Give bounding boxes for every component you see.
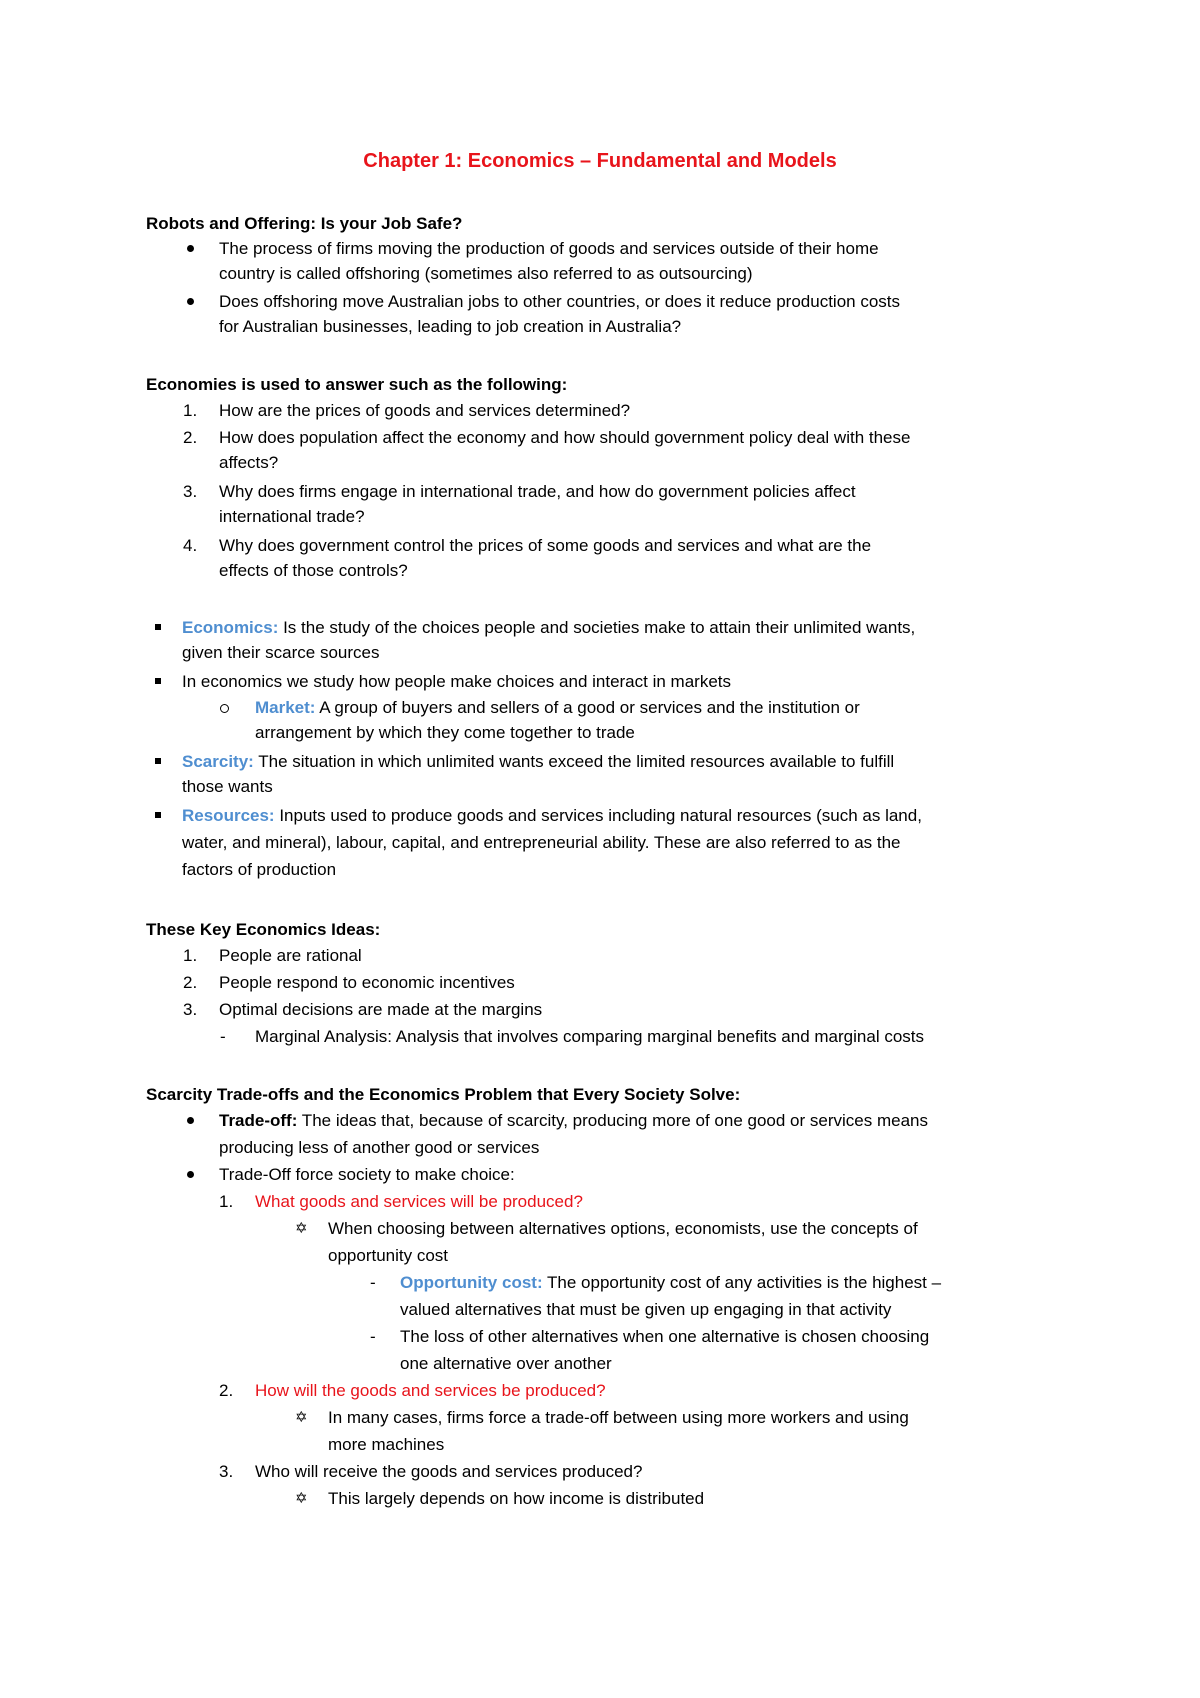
tradeoff-definition-line1: Trade-off: The ideas that, because of scarcity, producing more of one good or services means xyxy=(219,1111,928,1130)
list-number: 3. xyxy=(183,482,198,501)
question-population-line2: affects? xyxy=(219,453,279,472)
list-number: 3. xyxy=(219,1462,234,1481)
idea-margins: Optimal decisions are made at the margins xyxy=(219,1000,543,1019)
square-bullet xyxy=(155,812,161,818)
bullet-dot xyxy=(187,1117,194,1124)
question-who-receives: Who will receive the goods and services produced? xyxy=(255,1462,643,1481)
question-population-line1: How does population affect the economy and how should government policy deal with these xyxy=(219,428,911,447)
section-heading-key-ideas: These Key Economics Ideas: xyxy=(146,920,381,939)
opportunity-cost-definition-line1: Opportunity cost: The opportunity cost of any activities is the highest – xyxy=(400,1273,942,1292)
question-prices: How are the prices of goods and services determined? xyxy=(219,401,631,420)
list-number: 1. xyxy=(219,1192,234,1211)
question-what-produced: What goods and services will be produced? xyxy=(255,1192,583,1211)
economics-definition-line2: given their scarce sources xyxy=(182,643,380,662)
list-number: 2. xyxy=(183,973,198,992)
bullet-dot xyxy=(187,1171,194,1178)
workers-machines-line1: In many cases, firms force a trade-off between using more workers and using xyxy=(328,1408,909,1427)
tradeoff-definition-line2: producing less of another good or services xyxy=(219,1138,540,1157)
star-of-david-icon: ✡ xyxy=(295,1220,308,1237)
idea-incentives: People respond to economic incentives xyxy=(219,973,515,992)
resources-definition-line1: Resources: Inputs used to produce goods and services including natural resources (such as land, xyxy=(182,806,922,825)
dash-bullet: - xyxy=(220,1027,226,1046)
idea-rational: People are rational xyxy=(219,946,362,965)
section-heading-robots: Robots and Offering: Is your Job Safe? xyxy=(146,214,463,233)
tradeoff-choice: Trade-Off force society to make choice: xyxy=(219,1165,515,1184)
opportunity-cost-definition-line2: valued alternatives that must be given up engaging in that activity xyxy=(400,1300,892,1319)
square-bullet xyxy=(155,678,161,684)
list-number: 2. xyxy=(183,428,198,447)
income-distribution: This largely depends on how income is distributed xyxy=(328,1489,705,1508)
offshoring-definition-line2: country is called offshoring (sometimes also referred to as outsourcing) xyxy=(219,264,753,283)
question-controls-line2: effects of those controls? xyxy=(219,561,408,580)
question-how-produced: How will the goods and services be produced? xyxy=(255,1381,606,1400)
market-definition-line2: arrangement by which they come together to trade xyxy=(255,723,635,742)
term-market: Market: xyxy=(255,698,316,717)
market-definition-line1: Market: A group of buyers and sellers of a good or services and the institution or xyxy=(255,698,860,717)
resources-definition-line3: factors of production xyxy=(182,860,337,879)
offshoring-question-line2: for Australian businesses, leading to job creation in Australia? xyxy=(219,317,682,336)
square-bullet xyxy=(155,624,161,630)
section-heading-scarcity-tradeoffs: Scarcity Trade-offs and the Economics Problem that Every Society Solve: xyxy=(146,1085,741,1104)
loss-alternatives-line1: The loss of other alternatives when one alternative is chosen choosing xyxy=(400,1327,930,1346)
section-heading-economies: Economies is used to answer such as the following: xyxy=(146,375,568,394)
question-controls-line1: Why does government control the prices of some goods and services and what are the xyxy=(219,536,872,555)
resources-definition-line2: water, and mineral), labour, capital, and entrepreneurial ability. These are also referred to as the xyxy=(182,833,901,852)
star-of-david-icon: ✡ xyxy=(295,1409,308,1426)
bullet-dot xyxy=(187,298,194,305)
question-trade-line1: Why does firms engage in international trade, and how do government policies affect xyxy=(219,482,856,501)
scarcity-definition-line1: Scarcity: The situation in which unlimited wants exceed the limited resources available to fulfill xyxy=(182,752,895,771)
list-number: 1. xyxy=(183,946,198,965)
term-opportunity-cost: Opportunity cost: xyxy=(400,1273,543,1292)
opportunity-cost-intro-line1: When choosing between alternatives options, economists, use the concepts of xyxy=(328,1219,918,1238)
list-number: 1. xyxy=(183,401,198,420)
markets-statement: In economics we study how people make choices and interact in markets xyxy=(182,672,731,691)
economics-definition-line1: Economics: Is the study of the choices people and societies make to attain their unlimited wants, xyxy=(182,618,916,637)
list-number: 3. xyxy=(183,1000,198,1019)
workers-machines-line2: more machines xyxy=(328,1435,445,1454)
list-number: 4. xyxy=(183,536,198,555)
dash-bullet: - xyxy=(370,1327,376,1346)
scarcity-definition-line2: those wants xyxy=(182,777,273,796)
chapter-title: Chapter 1: Economics – Fundamental and Models xyxy=(363,150,837,172)
list-number: 2. xyxy=(219,1381,234,1400)
square-bullet xyxy=(155,758,161,764)
question-trade-line2: international trade? xyxy=(219,507,365,526)
opportunity-cost-intro-line2: opportunity cost xyxy=(328,1246,449,1265)
loss-alternatives-line2: one alternative over another xyxy=(400,1354,612,1373)
term-resources: Resources: xyxy=(182,806,275,825)
marginal-analysis: Marginal Analysis: Analysis that involves comparing marginal benefits and marginal costs xyxy=(255,1027,924,1046)
bullet-dot xyxy=(187,245,194,252)
term-tradeoff: Trade-off: xyxy=(219,1111,298,1130)
star-of-david-icon: ✡ xyxy=(295,1490,308,1507)
dash-bullet: - xyxy=(370,1273,376,1292)
term-economics: Economics: xyxy=(182,618,279,637)
circle-bullet xyxy=(220,704,229,713)
term-scarcity: Scarcity: xyxy=(182,752,254,771)
offshoring-definition-line1: The process of firms moving the production of goods and services outside of their home xyxy=(219,239,879,258)
offshoring-question-line1: Does offshoring move Australian jobs to other countries, or does it reduce production costs xyxy=(219,292,901,311)
